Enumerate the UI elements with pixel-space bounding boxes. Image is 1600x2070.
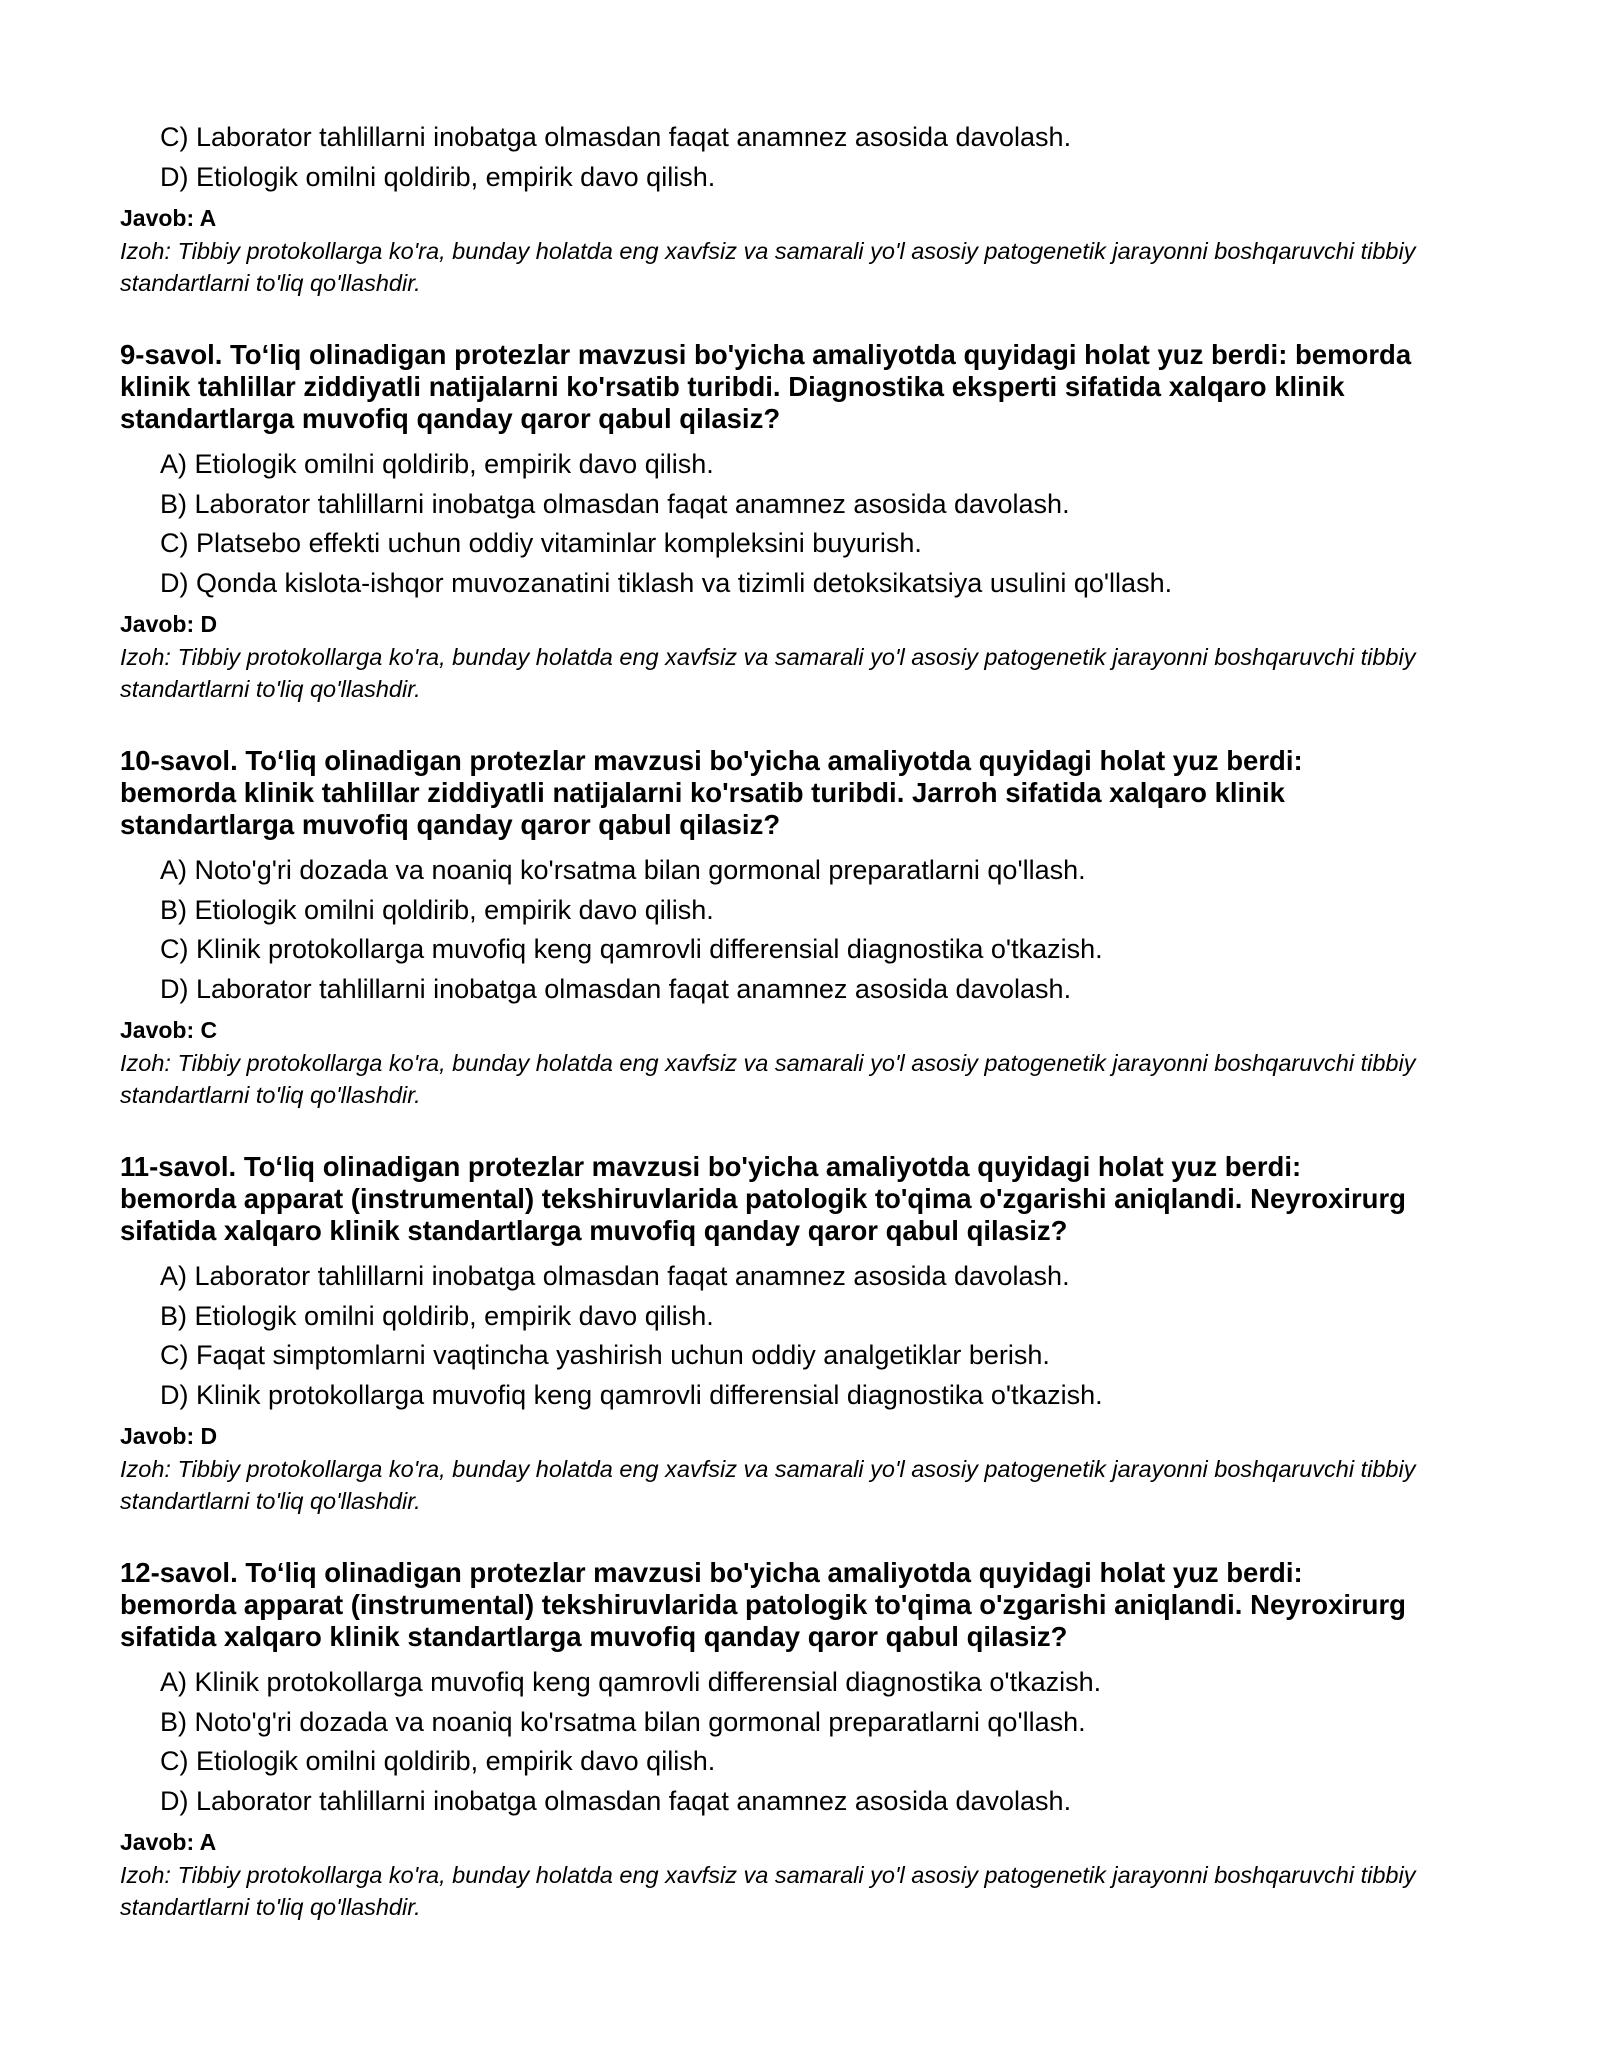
- answer-label: Javob: C: [120, 1017, 218, 1043]
- question-12: [120, 1557, 1490, 1923]
- question-line: bemorda apparat (instrumental) tekshiruvlarida patologik to'qima o'zgarishi aniqlandi. Neyroxirurg: [120, 1589, 1406, 1620]
- question-line: bemorda apparat (instrumental) tekshiruvlarida patologik to'qima o'zgarishi aniqlandi. Neyroxirurg: [120, 1183, 1406, 1214]
- explanation-note: Izoh: Tibbiy protokollarga ko'ra, bunday holatda eng xavfsiz va samarali yo'l asosiy patogenetik jarayonni boshqaruvchi tibbiy standartlarni to'liq qo'llashdir.: [120, 644, 1416, 702]
- question-9: [120, 339, 1490, 705]
- question-line: klinik tahlillar ziddiyatli natijalarni ko'rsatib turibdi. Diagnostika eksperti sifatida xalqaro klinik: [120, 371, 1345, 402]
- answer-label: Javob: A: [120, 1829, 217, 1855]
- option-a: A) Noto'g'ri dozada va noaniq ko'rsatma bilan gormonal preparatlarni qo'llash.: [160, 855, 1086, 885]
- question-text: [120, 339, 1490, 435]
- explanation-note: Izoh: Tibbiy protokollarga ko'ra, bunday holatda eng xavfsiz va samarali yo'l asosiy patogenetik jarayonni boshqaruvchi tibbiy standartlarni to'liq qo'llashdir.: [120, 1456, 1416, 1514]
- option-c: C) Platsebo effekti uchun oddiy vitaminlar kompleksini buyurish.: [160, 528, 922, 558]
- question-line: bemorda klinik tahlillar ziddiyatli natijalarni ko'rsatib turibdi. Jarroh sifatida xalqaro klinik: [120, 777, 1285, 808]
- option-d: D) Laborator tahlillarni inobatga olmasdan faqat anamnez asosida davolash.: [160, 1785, 1072, 1816]
- question-line: standartlarga muvofiq qanday qaror qabul qilasiz?: [120, 403, 781, 434]
- document-page: [120, 118, 1490, 1923]
- option-a: A) Etiologik omilni qoldirib, empirik davo qilish.: [160, 449, 714, 479]
- option-c: C) Klinik protokollarga muvofiq keng qamrovli differensial diagnostika o'tkazish.: [160, 934, 1103, 964]
- option-c: C) Etiologik omilni qoldirib, empirik davo qilish.: [160, 1746, 716, 1776]
- option-d: D) Klinik protokollarga muvofiq keng qamrovli differensial diagnostika o'tkazish.: [160, 1379, 1103, 1410]
- option-b: B) Etiologik omilni qoldirib, empirik davo qilish.: [160, 1300, 714, 1331]
- question-line: sifatida xalqaro klinik standartlarga muvofiq qanday qaror qabul qilasiz?: [120, 1215, 1068, 1246]
- answer-label: Javob: D: [120, 1423, 218, 1449]
- option-b: B) Etiologik omilni qoldirib, empirik davo qilish.: [160, 894, 714, 925]
- question-8-continuation: [120, 118, 1490, 299]
- answer-label: Javob: A: [120, 205, 217, 231]
- explanation-note: Izoh: Tibbiy protokollarga ko'ra, bunday holatda eng xavfsiz va samarali yo'l asosiy patogenetik jarayonni boshqaruvchi tibbiy standartlarni to'liq qo'llashdir.: [120, 1862, 1416, 1920]
- option-d: D) Qonda kislota-ishqor muvozanatini tiklash va tizimli detoksikatsiya usulini qo'llash.: [160, 567, 1173, 598]
- answer-label: Javob: D: [120, 611, 218, 637]
- question-line: 11-savol. To‘liq olinadigan protezlar mavzusi bo'yicha amaliyotda quyidagi holat yuz berdi:: [120, 1151, 1302, 1182]
- question-line: 12-savol. To‘liq olinadigan protezlar mavzusi bo'yicha amaliyotda quyidagi holat yuz berdi:: [120, 1557, 1303, 1588]
- option-c: C) Laborator tahlillarni inobatga olmasdan faqat anamnez asosida davolash.: [160, 122, 1072, 152]
- option-b: B) Laborator tahlillarni inobatga olmasdan faqat anamnez asosida davolash.: [160, 488, 1070, 519]
- option-a: A) Laborator tahlillarni inobatga olmasdan faqat anamnez asosida davolash.: [160, 1261, 1070, 1291]
- question-line: sifatida xalqaro klinik standartlarga muvofiq qanday qaror qabul qilasiz?: [120, 1621, 1068, 1652]
- option-a: A) Klinik protokollarga muvofiq keng qamrovli differensial diagnostika o'tkazish.: [160, 1667, 1102, 1697]
- option-c: C) Faqat simptomlarni vaqtincha yashirish uchun oddiy analgetiklar berish.: [160, 1340, 1050, 1370]
- option-d: D) Laborator tahlillarni inobatga olmasdan faqat anamnez asosida davolash.: [160, 973, 1072, 1004]
- question-10: [120, 745, 1490, 1111]
- question-11: [120, 1151, 1490, 1517]
- question-text: [120, 1151, 1490, 1247]
- question-text: [120, 1557, 1490, 1653]
- question-text: [120, 745, 1490, 841]
- option-d: D) Etiologik omilni qoldirib, empirik davo qilish.: [160, 161, 716, 192]
- question-line: standartlarga muvofiq qanday qaror qabul qilasiz?: [120, 809, 781, 840]
- option-b: B) Noto'g'ri dozada va noaniq ko'rsatma bilan gormonal preparatlarni qo'llash.: [160, 1706, 1086, 1737]
- question-line: 9-savol. To‘liq olinadigan protezlar mavzusi bo'yicha amaliyotda quyidagi holat yuz berdi: bemorda: [120, 339, 1412, 370]
- explanation-note: Izoh: Tibbiy protokollarga ko'ra, bunday holatda eng xavfsiz va samarali yo'l asosiy patogenetik jarayonni boshqaruvchi tibbiy standartlarni to'liq qo'llashdir.: [120, 1050, 1416, 1108]
- question-line: 10-savol. To‘liq olinadigan protezlar mavzusi bo'yicha amaliyotda quyidagi holat yuz berdi:: [120, 745, 1303, 776]
- explanation-note: Izoh: Tibbiy protokollarga ko'ra, bunday holatda eng xavfsiz va samarali yo'l asosiy patogenetik jarayonni boshqaruvchi tibbiy standartlarni to'liq qo'llashdir.: [120, 238, 1416, 296]
